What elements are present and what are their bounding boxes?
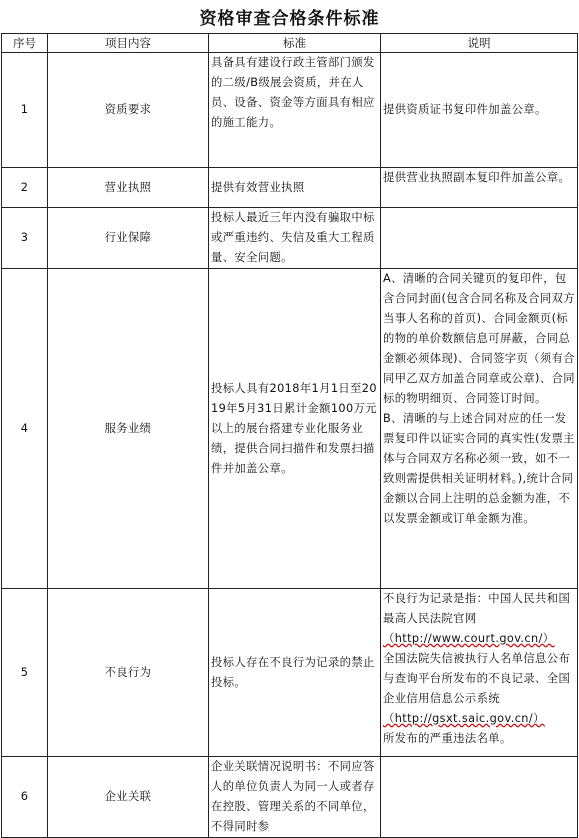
item-name: 不良行为 — [48, 589, 209, 757]
header-item: 项目内容 — [48, 34, 209, 53]
table-row — [2, 208, 578, 269]
note-cell — [381, 269, 578, 589]
standard-text: 具备具有建设行政主管部门颁发的二级/B级展会资质，并在人员、设备、资金等方面具有相应的施工能力。 — [209, 53, 381, 168]
row-number: 6 — [2, 757, 48, 838]
standard-text: 企业关联情况说明书：不同应答人的单位负责人为同一人或者存在控股、管理关系的不同单位，不得同时参 — [209, 757, 381, 838]
note-line-2: 全国法院失信被执行人名单信息公布与查询平台所发布的不良记录、全国企业信用信息公示系统 — [383, 652, 571, 705]
note-cell — [381, 589, 578, 757]
item-name: 营业执照 — [48, 168, 209, 208]
table-row — [2, 53, 578, 168]
header-row — [2, 34, 578, 53]
table-row — [2, 589, 578, 757]
gsxt-link[interactable]: （http://gsxt.saic.gov.cn/） — [383, 712, 545, 725]
note-part-a: A、清晰的合同关键页的复印件，包含合同封面(包含合同名称及合同双方当事人名称的首页)、合同金额页(标的物的单价数额信息可屏蔽，合同总金额必须体现)、合同签字页（须有合同甲乙双方加盖合同章或公章)、合同标的物明细页、合同签订时间。 — [383, 272, 575, 405]
item-name: 服务业绩 — [48, 269, 209, 589]
header-note: 说明 — [381, 34, 578, 53]
note-part-b: B、清晰的与上述合同对应的任一发票复印件以证实合同的真实性(发票主体与合同双方名称必须一致，如不一致则需提供相关证明材料。),统计合同金额以合同上注明的总金额为准，不以发票金额或订单金额为准。 — [383, 412, 575, 525]
table-row — [2, 168, 578, 208]
court-link[interactable]: （http://www.court.gov.cn/） — [383, 632, 555, 645]
standard-text: 提供有效营业执照 — [209, 168, 381, 208]
document-title: 资格审查合格条件标准 — [199, 9, 380, 29]
table-row — [2, 269, 578, 589]
table-row — [2, 757, 578, 838]
standard-text: 投标人存在不良行为记录的禁止投标。 — [209, 589, 381, 757]
note-text — [381, 757, 578, 838]
standard-text: 投标人具有2018年1月1日至2019年5月31日累计金额100万元以上的展台搭建专业化服务业绩，提供合同扫描件和发票扫描件并加盖公章。 — [209, 269, 381, 589]
row-number: 4 — [2, 269, 48, 589]
qualification-table — [1, 33, 578, 838]
note-line-1: 不良行为记录是指：中国人民共和国最高人民法院官网 — [383, 592, 571, 625]
item-name: 企业关联 — [48, 757, 209, 838]
row-number: 5 — [2, 589, 48, 757]
row-number: 1 — [2, 53, 48, 168]
standard-text: 投标人最近三年内没有骗取中标或严重违约、失信及重大工程质量、安全问题。 — [209, 208, 381, 269]
item-name: 行业保障 — [48, 208, 209, 269]
header-standard: 标准 — [209, 34, 381, 53]
note-text: 提供营业执照副本复印件加盖公章。 — [381, 168, 578, 208]
row-number: 3 — [2, 208, 48, 269]
item-name: 资质要求 — [48, 53, 209, 168]
header-no: 序号 — [2, 34, 48, 53]
note-text: 提供资质证书复印件加盖公章。 — [381, 53, 578, 168]
row-number: 2 — [2, 168, 48, 208]
note-text — [381, 208, 578, 269]
note-line-3: 所发布的严重违法名单。 — [383, 732, 512, 745]
